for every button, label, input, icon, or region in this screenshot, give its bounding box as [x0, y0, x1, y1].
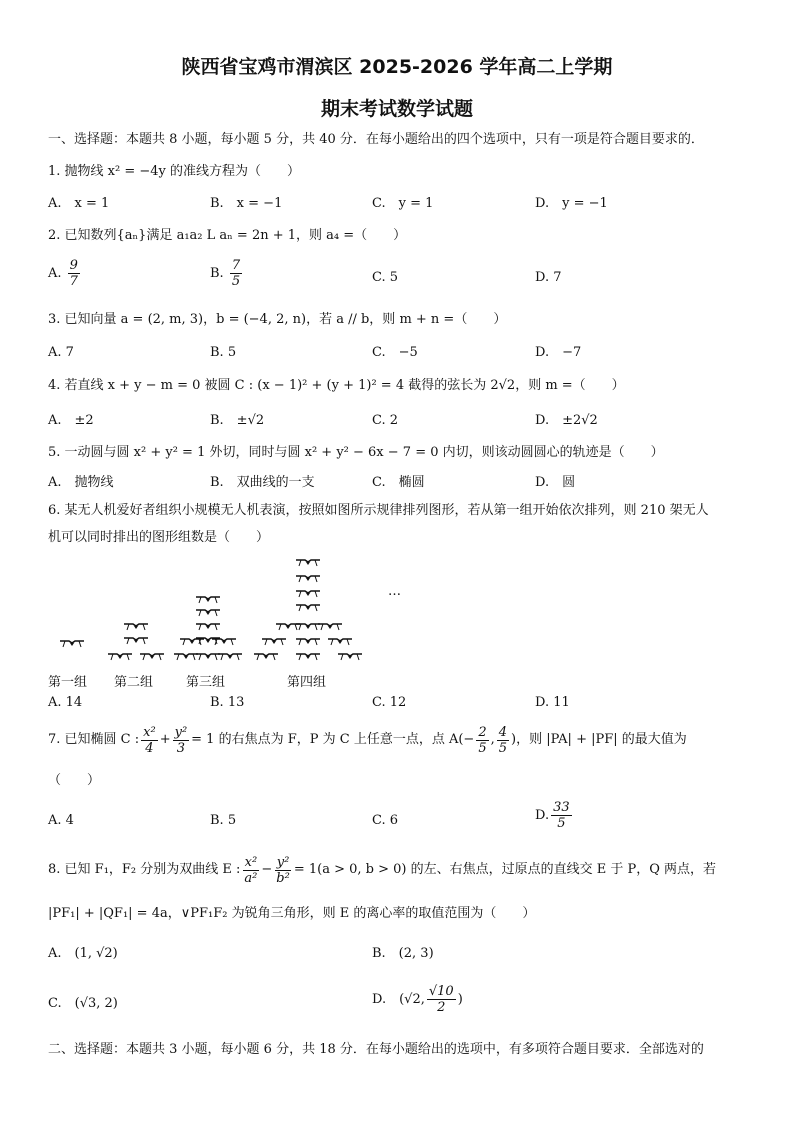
q7-option-c: C. 6: [372, 813, 399, 828]
q7-option-d-label: D.: [535, 807, 550, 823]
drone-icon: [123, 621, 149, 631]
question-8-stem-line2: |PF₁| + |QF₁| = 4a，∨PF₁F₂ 为锐角三角形，则 E 的离心率的取值范围为（ ）: [48, 906, 536, 921]
q2-option-a-label: A.: [48, 266, 62, 281]
q1-option-b: B. x = −1: [210, 196, 283, 211]
q7-plus-sign: +: [159, 732, 171, 747]
drone-icon: [295, 602, 321, 612]
fraction-denominator: 5: [557, 816, 566, 831]
exam-subtitle: 期末考试数学试题: [320, 98, 473, 120]
question-8-stem: [48, 852, 716, 888]
q8-option-d-fraction: [427, 984, 456, 1015]
section-2-header: 二、选择题：本题共 3 小题，每小题 6 分，共 18 分．在每小题给出的选项中，有多项符合题目要求．全部选对的: [48, 1042, 704, 1057]
q8-fraction-y: [274, 855, 292, 886]
fraction-denominator: 5: [478, 740, 487, 756]
q2-option-b-fraction: [230, 258, 242, 289]
fraction-denominator: 5: [498, 740, 508, 756]
drone-icon: [195, 621, 221, 631]
fraction-denominator: 2: [437, 1000, 446, 1015]
q2-option-d: D. 7: [535, 270, 562, 285]
exam-title: 陕西省宝鸡市渭滨区 2025-2026 学年高二上学期: [181, 56, 613, 78]
q4-option-d: D. ±2√2: [535, 413, 598, 428]
q8-option-b: B. (2, 3): [372, 946, 434, 961]
fraction-numerator: 33: [553, 800, 570, 815]
fraction-numerator: x²: [143, 724, 156, 740]
fraction-numerator: 2: [478, 724, 487, 740]
q8-option-d-prefix: D. (√2,: [372, 991, 425, 1007]
q3-option-b: B. 5: [210, 345, 237, 360]
drone-icon: [139, 651, 165, 661]
group-3-label: 第三组: [186, 675, 226, 690]
q5-option-a: A. 抛物线: [48, 475, 114, 490]
group-2-label: 第二组: [114, 675, 154, 690]
q7-option-b: B. 5: [210, 813, 237, 828]
drone-icon: [261, 636, 287, 646]
drone-icon: [295, 636, 321, 646]
q6-option-a: A. 14: [48, 695, 83, 710]
q8-option-d: [372, 984, 463, 1015]
fraction-numerator: y²: [276, 854, 290, 870]
q3-option-c: C. −5: [372, 345, 418, 360]
q1-option-c: C. y = 1: [372, 196, 434, 211]
fraction-denominator: 4: [145, 740, 154, 756]
q1-option-a: A. x = 1: [48, 196, 110, 211]
fraction-denominator: 3: [176, 740, 186, 756]
group-4-label: 第四组: [287, 675, 327, 690]
q8-fraction-x: [242, 855, 259, 886]
q4-option-b: B. ±√2: [210, 413, 265, 428]
fraction-denominator: b²: [276, 870, 290, 886]
question-7-stem: [48, 722, 687, 758]
fraction-numerator: 7: [231, 258, 241, 273]
fraction-numerator: √10: [428, 984, 454, 999]
drone-icon: [123, 635, 149, 645]
q6-option-c: C. 12: [372, 695, 407, 710]
q2-option-b-label: B.: [210, 266, 224, 281]
drone-icon: [217, 651, 243, 661]
q7-option-d: [535, 800, 574, 831]
q2-option-a-fraction: [68, 258, 80, 289]
drone-icon: [295, 588, 321, 598]
drone-icon: [211, 636, 237, 646]
drone-icon: [295, 573, 321, 583]
drone-icon: [295, 557, 321, 567]
drone-icon: [107, 651, 133, 661]
drone-icon: [337, 651, 363, 661]
q8-option-d-suffix: ): [457, 991, 463, 1007]
q4-option-c: C. 2: [372, 413, 399, 428]
q6-option-b: B. 13: [210, 695, 245, 710]
q7-fraction-x: [141, 725, 158, 756]
drone-icon: [59, 638, 85, 648]
drone-icon: [317, 621, 343, 631]
group-1-label: 第一组: [48, 675, 88, 690]
q7-comma: ,: [490, 732, 495, 747]
q8-minus-sign: −: [261, 862, 273, 877]
q8-option-c: C. (√3, 2): [48, 996, 118, 1011]
drone-icon: [295, 651, 321, 661]
q2-option-a: [48, 258, 82, 289]
fraction-numerator: x²: [244, 854, 258, 870]
drone-icon: [195, 594, 221, 604]
q5-option-b: B. 双曲线的一支: [210, 475, 315, 490]
question-1-stem: 1. 抛物线 x² = −4y 的准线方程为（ ）: [48, 164, 301, 179]
q7-fraction-y: [173, 725, 190, 756]
drone-icon: [253, 651, 279, 661]
q7-answer-paren: （ ）: [48, 773, 101, 788]
q7-fraction-ay: [497, 725, 509, 756]
q7-option-a: A. 4: [48, 813, 74, 828]
fraction-denominator: a²: [244, 870, 258, 886]
fraction-denominator: 5: [231, 274, 241, 289]
q8-text-part: 8. 已知 F₁，F₂ 分别为双曲线 E :: [48, 862, 241, 877]
fraction-denominator: 7: [69, 274, 78, 289]
q8-option-a: A. (1, √2): [48, 946, 118, 961]
q5-option-d: D. 圆: [535, 475, 576, 490]
fraction-numerator: y²: [174, 724, 188, 740]
question-5-stem: 5. 一动圆与圆 x² + y² = 1 外切，同时与圆 x² + y² − 6x − 7 = 0 内切，则该动圆圆心的轨迹是（ ）: [48, 445, 664, 460]
q7-text-part: )，则 |PA| + |PF| 的最大值为: [511, 732, 687, 747]
question-4-stem: 4. 若直线 x + y − m = 0 被圆 C : (x − 1)² + (y + 1)² = 4 截得的弦长为 2√2，则 m =（ ）: [48, 378, 625, 393]
question-3-stem: 3. 已知向量 a = (2, m, 3)，b = (−4, 2, n)，若 a // b，则 m + n =（ ）: [48, 312, 507, 327]
q5-option-c: C. 椭圆: [372, 475, 425, 490]
section-1-header: 一、选择题：本题共 8 小题，每小题 5 分，共 40 分．在每小题给出的四个选项中，只有一项是符合题目要求的．: [48, 132, 704, 147]
q7-text-part: 7. 已知椭圆 C :: [48, 732, 140, 747]
fraction-numerator: 4: [498, 724, 508, 740]
q6-option-d: D. 11: [535, 695, 570, 710]
q1-option-d: D. y = −1: [535, 196, 608, 211]
q7-fraction-ax: [476, 725, 488, 756]
fraction-numerator: 9: [69, 258, 78, 273]
figure-ellipsis: …: [388, 584, 402, 599]
q8-text-part: = 1(a > 0, b > 0) 的左、右焦点，过原点的直线交 E 于 P，Q 两点，若: [293, 862, 717, 877]
q3-option-d: D. −7: [535, 345, 582, 360]
q4-option-a: A. ±2: [48, 413, 94, 428]
q3-option-a: A. 7: [48, 345, 74, 360]
q2-option-c: C. 5: [372, 270, 399, 285]
q2-option-b: [210, 258, 244, 289]
drone-icon: [195, 607, 221, 617]
question-6-stem-line1: 6. 某无人机爱好者组织小规模无人机表演，按照如图所示规律排列图形，若从第一组开始依次排列，则 210 架无人: [48, 503, 709, 518]
question-2-stem: 2. 已知数列{aₙ}满足 a₁a₂ L aₙ = 2n + 1，则 a₄ =（ ）: [48, 228, 407, 243]
drone-icon: [327, 636, 353, 646]
q7-option-d-fraction: [551, 800, 572, 831]
question-6-stem-line2: 机可以同时排出的图形组数是（ ）: [48, 530, 270, 545]
q7-text-part: = 1 的右焦点为 F，P 为 C 上任意一点，点 A(−: [191, 732, 475, 747]
